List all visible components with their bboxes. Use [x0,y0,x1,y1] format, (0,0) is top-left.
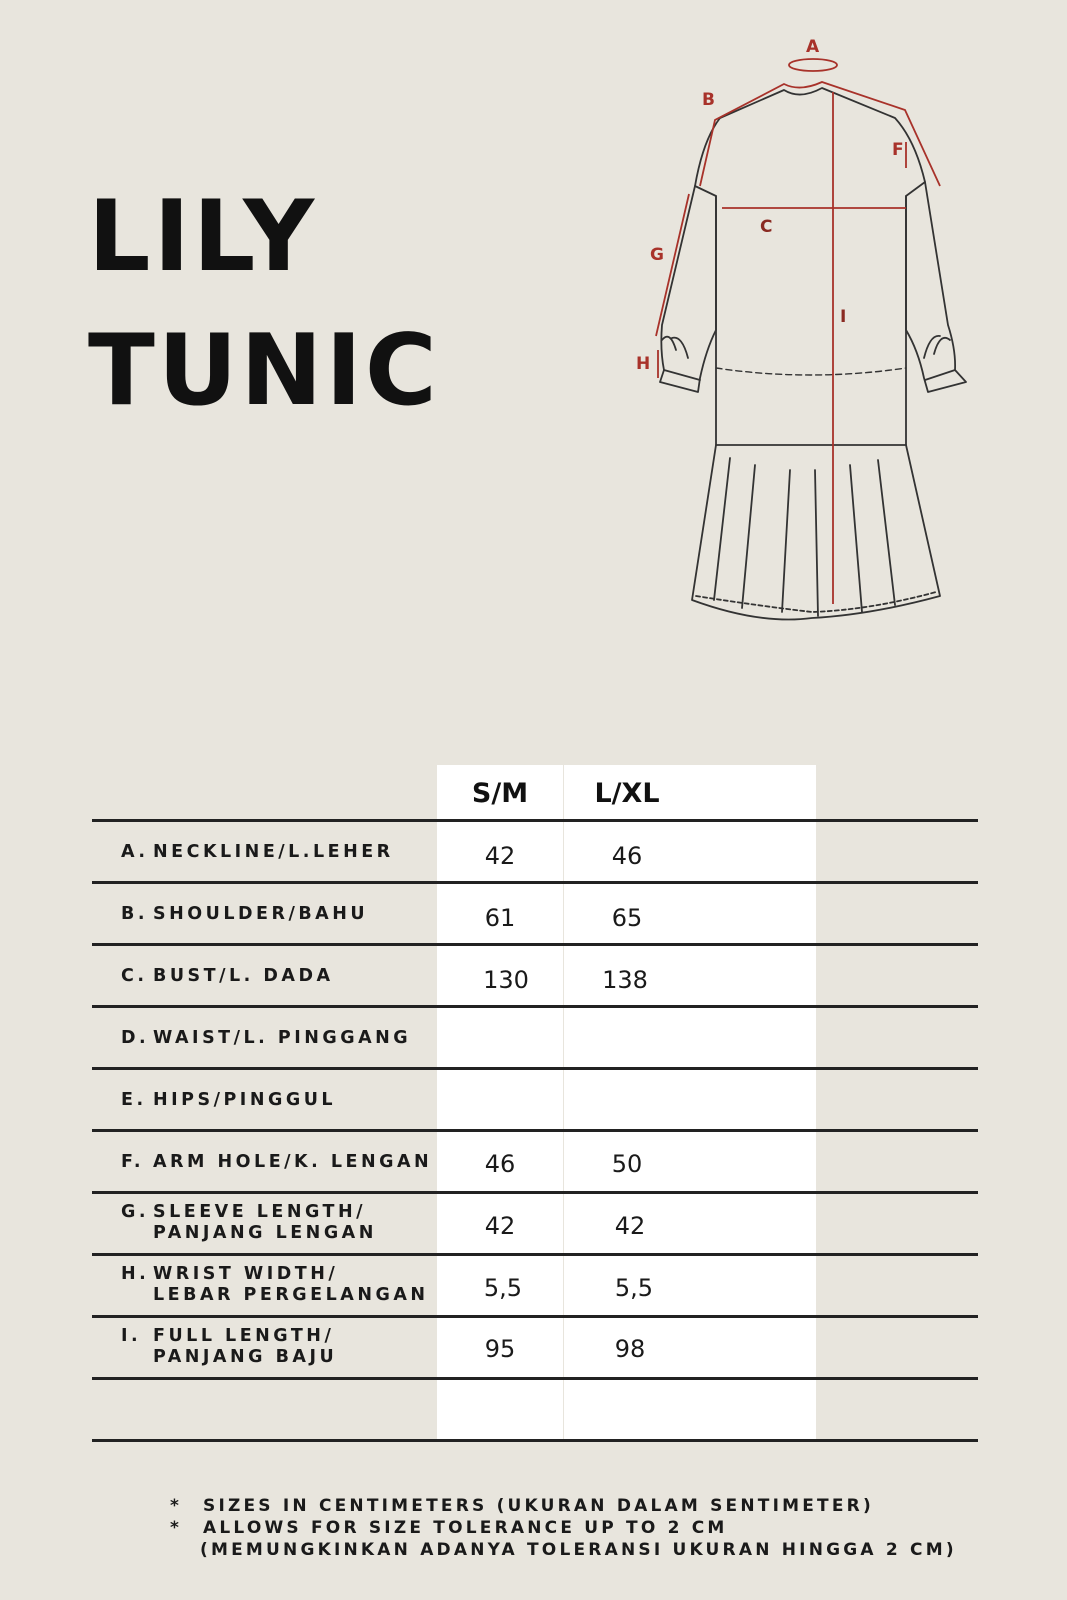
row-label-hips [121,1090,336,1111]
value-sm: 46 [484,1150,516,1178]
row-label-text-line2: PANJANG LENGAN [153,1223,377,1243]
row-label-sleeve-length [121,1202,377,1244]
note-bullet: * [170,1496,179,1516]
row-letter: A. [121,842,149,862]
row-label-wrist-width [121,1264,429,1306]
row-label-text: BUST/L. DADA [153,966,334,986]
value-lxl: 65 [611,904,643,932]
label-b: B [702,90,715,110]
row-label-text-line2: LEBAR PERGELANGAN [153,1285,429,1305]
value-sm: 61 [484,904,516,932]
value-lxl: 46 [611,842,643,870]
table-rule [92,881,978,884]
row-label-arm-hole [121,1152,432,1173]
row-label-text: ARM HOLE/K. LENGAN [153,1152,433,1172]
value-lxl: 50 [611,1150,643,1178]
table-rule [92,1067,978,1070]
row-label-text: HIPS/PINGGUL [153,1090,337,1110]
row-label-waist [121,1028,411,1049]
table-rule [92,1005,978,1008]
label-h: H [636,354,651,374]
value-lxl: 5,5 [614,1274,654,1302]
row-label-text: WAIST/L. PINGGANG [153,1028,412,1048]
table-rule [92,1377,978,1380]
table-rule [92,1315,978,1318]
title-line-2: TUNIC [88,314,440,428]
row-letter: E. [121,1090,147,1110]
value-lxl: 42 [614,1212,646,1240]
row-label-text: WRIST WIDTH/ [153,1264,339,1284]
row-label-bust [121,966,334,987]
label-a: A [806,37,820,57]
row-letter: G. [121,1202,150,1222]
value-sm: 42 [484,842,516,870]
table-rule [92,1129,978,1132]
row-label-text: SHOULDER/BAHU [153,904,369,924]
note-sizes: SIZES IN CENTIMETERS (UKURAN DALAM SENTIMETER) [203,1496,874,1516]
row-letter: H. [121,1264,150,1284]
row-label-text: FULL LENGTH/ [153,1326,335,1346]
value-sm: 42 [484,1212,516,1240]
label-g: G [650,245,664,265]
label-c: C [760,217,773,237]
value-sm: 5,5 [483,1274,523,1302]
row-letter: F. [121,1152,145,1172]
note-tolerance: ALLOWS FOR SIZE TOLERANCE UP TO 2 CM [203,1518,728,1538]
row-label-text-line2: PANJANG BAJU [153,1347,338,1367]
row-letter: B. [121,904,148,924]
table-rule [92,819,978,822]
tunic-measurement-diagram [620,30,980,630]
label-f: F [892,140,904,160]
title-line-1: LILY [88,180,318,294]
row-label-text: NECKLINE/L.LEHER [153,842,394,862]
value-sm: 130 [483,966,529,994]
row-letter: D. [121,1028,150,1048]
row-label-neckline [121,842,394,863]
table-rule [92,1253,978,1256]
column-header-sm: S/M [471,778,529,809]
column-bg-blank [690,765,816,1439]
row-letter: C. [121,966,148,986]
row-label-text: SLEEVE LENGTH/ [153,1202,367,1222]
value-lxl: 98 [614,1335,646,1363]
note-tolerance-translation: (MEMUNGKINKAN ADANYA TOLERANSI UKURAN HINGGA 2 CM) [200,1540,957,1560]
note-bullet: * [170,1518,179,1538]
row-label-shoulder [121,904,368,925]
value-lxl: 138 [602,966,648,994]
row-label-full-length [121,1326,337,1368]
column-header-lxl: L/XL [594,778,660,809]
row-letter: I. [121,1326,142,1346]
table-rule [92,1191,978,1194]
table-rule [92,943,978,946]
table-rule [92,1439,978,1442]
value-sm: 95 [484,1335,516,1363]
label-i: I [840,307,847,327]
